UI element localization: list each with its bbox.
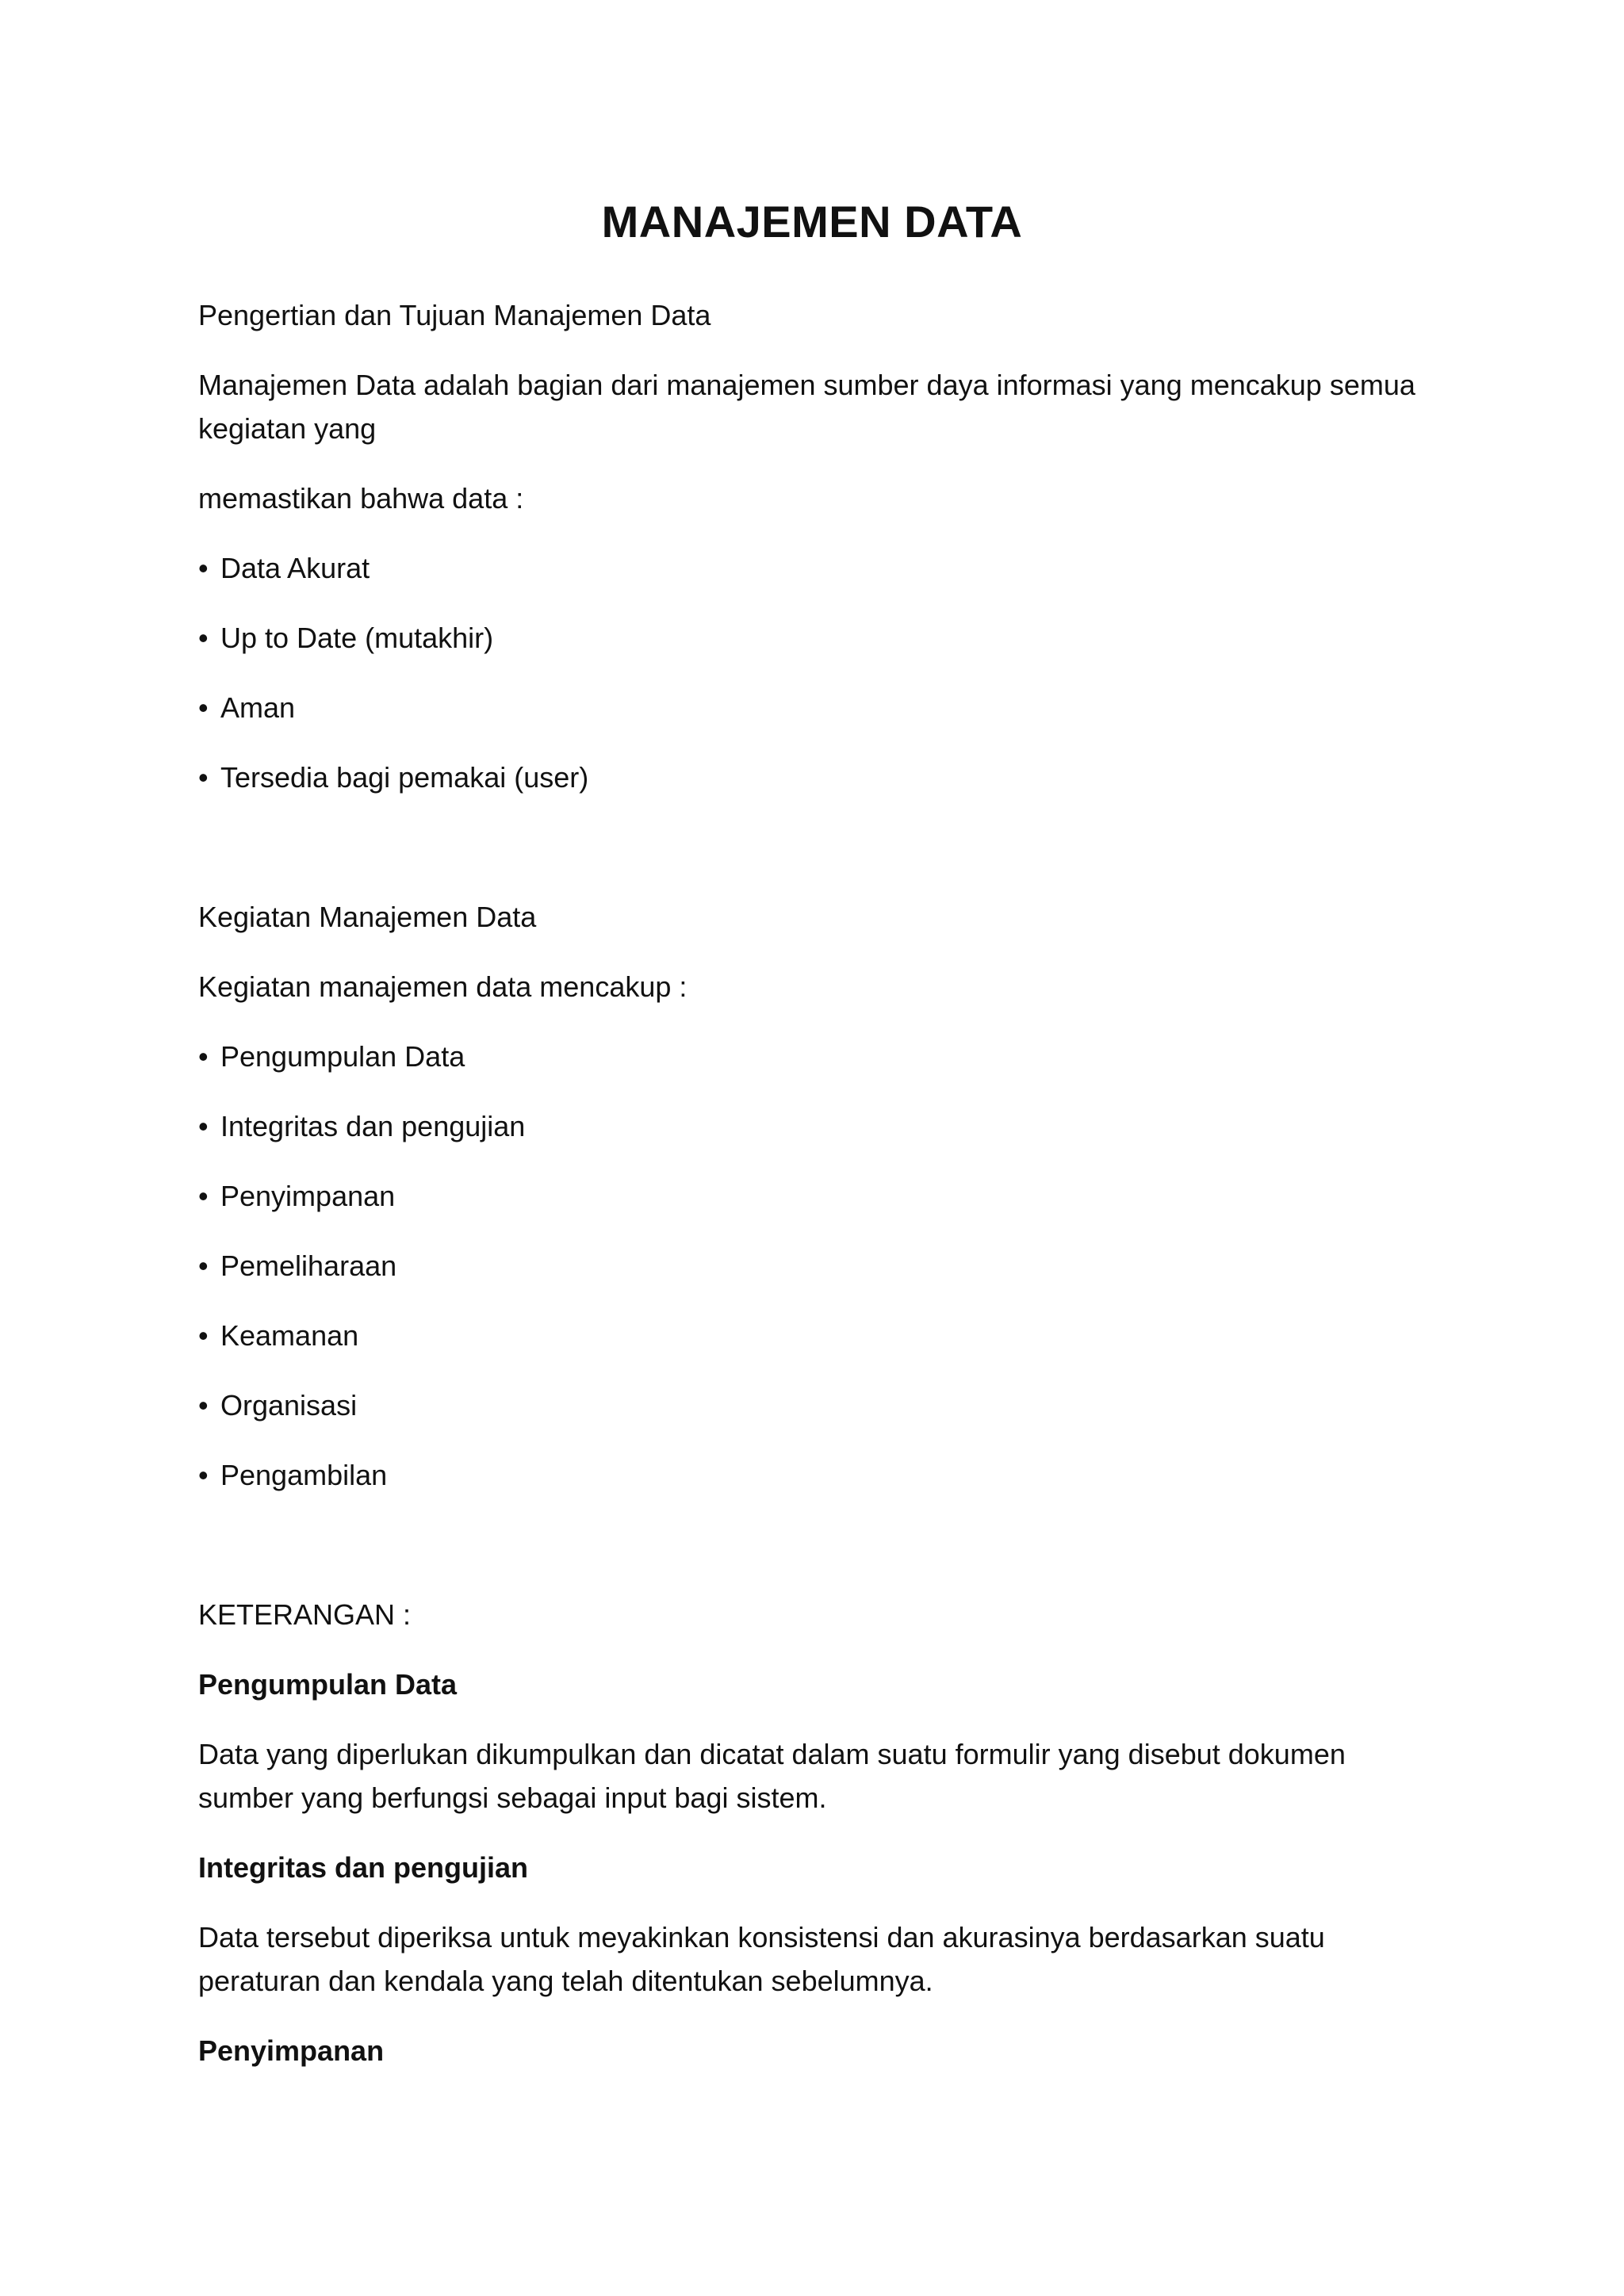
list-item: • Integritas dan pengujian	[198, 1104, 1435, 1148]
list-item: • Aman	[198, 686, 1435, 729]
term-heading: Pengumpulan Data	[198, 1668, 458, 1701]
section-spacer	[198, 825, 1435, 895]
section-heading-kegiatan: Kegiatan Manajemen Data	[198, 901, 537, 933]
kegiatan-lead: Kegiatan manajemen data mencakup :	[198, 970, 688, 1003]
list-item: • Tersedia bagi pemakai (user)	[198, 756, 1435, 799]
document-title: MANAJEMEN DATA	[601, 197, 1023, 247]
section-spacer	[198, 1523, 1435, 1593]
definition-paragraph: Manajemen Data adalah bagian dari manajemen sumber daya informasi yang mencakup semua kegiatan yang	[198, 369, 1415, 445]
list-item: • Organisasi	[198, 1383, 1435, 1427]
section-heading-keterangan: KETERANGAN :	[198, 1598, 412, 1631]
term-heading: Integritas dan pengujian	[198, 1851, 529, 1884]
document-body	[198, 293, 1435, 2099]
list-item: • Keamanan	[198, 1314, 1435, 1357]
term-description: Data yang diperlukan dikumpulkan dan dicatat dalam suatu formulir yang disebut dokumen sumber yang berfungsi sebagai input bagi sistem.	[198, 1738, 1346, 1814]
list-item: • Penyimpanan	[198, 1174, 1435, 1218]
section-heading-pengertian: Pengertian dan Tujuan Manajemen Data	[198, 299, 711, 331]
list-item: • Up to Date (mutakhir)	[198, 616, 1435, 660]
definition-lead: memastikan bahwa data :	[198, 482, 524, 515]
term-description: Data tersebut diperiksa untuk meyakinkan konsistensi dan akurasinya berdasarkan suatu peraturan dan kendala yang telah ditentukan sebelumnya.	[198, 1921, 1325, 1997]
list-item: • Pengumpulan Data	[198, 1035, 1435, 1078]
list-item: • Pemeliharaan	[198, 1244, 1435, 1288]
list-item: • Pengambilan	[198, 1453, 1435, 1497]
term-heading: Penyimpanan	[198, 2034, 385, 2067]
list-item: • Data Akurat	[198, 546, 1435, 590]
